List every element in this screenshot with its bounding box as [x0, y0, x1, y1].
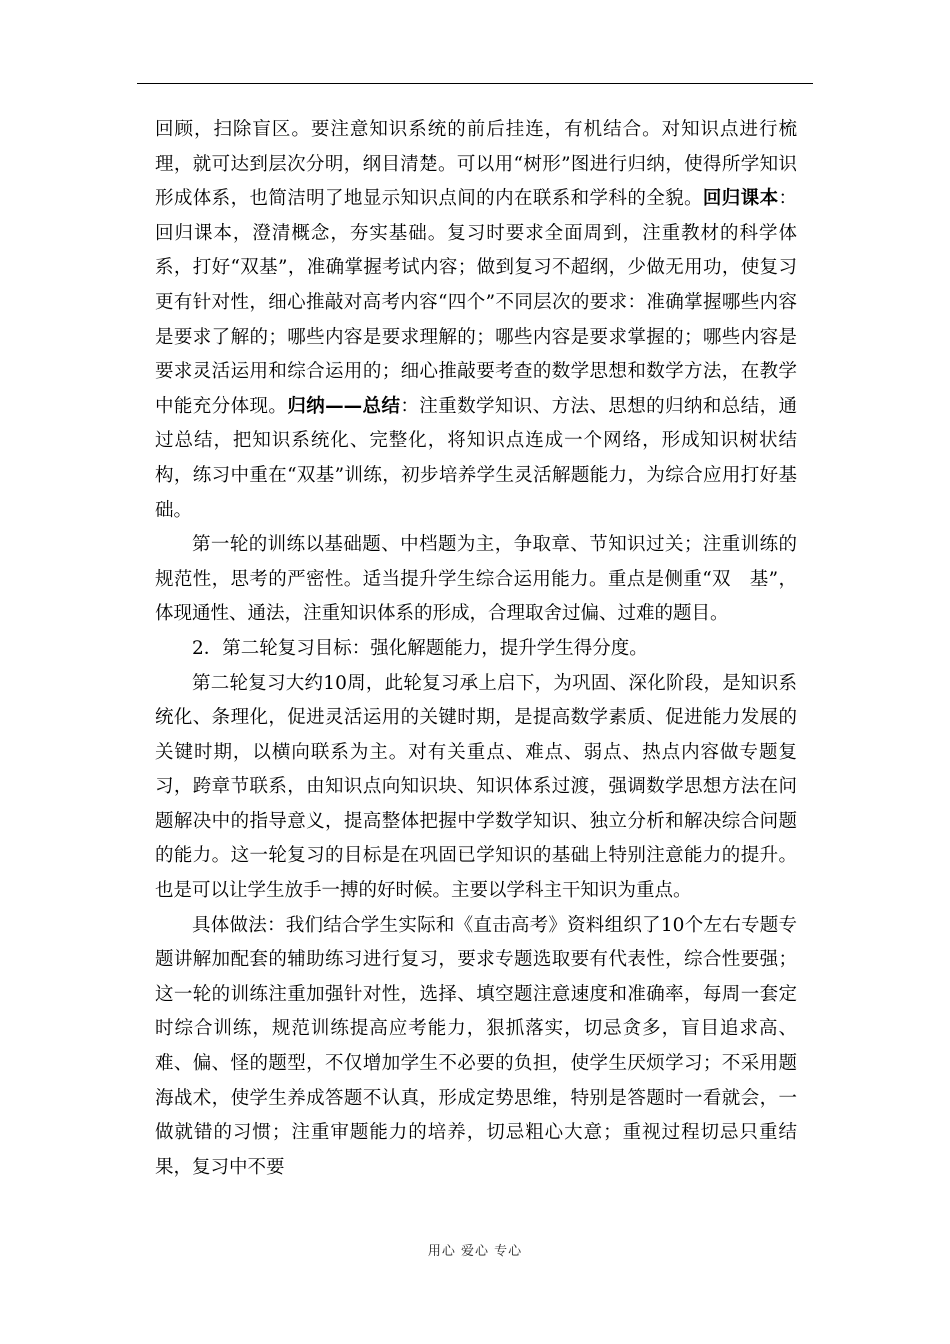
- body-text: ：注重数学知识、方法、思想的归纳和总结，通过总结，把知识系统化、完整化，将知识点连成一个网络，形成知识树状结构，练习中重在“双基”训练，初步培养学生灵活解题能力，为综合应用打好基础。: [155, 395, 797, 521]
- body-text: 2．第二轮复习目标：强化解题能力，提升学生得分度。: [192, 637, 648, 659]
- body-text: 具体做法：我们结合学生实际和《直击高考》资料组织了10个左右专题专题讲解加配套的辅助练习进行复习，要求专题选取要有代表性，综合性要强；这一轮的训练注重加强针对性，选择、填空题注意速度和准确率，每周一套定时综合训练，规范训练提高应考能力，狠抓落实，切忌贪多，盲目追求高、难、偏、怪的题型，不仅增加学生不必要的负担，使学生厌烦学习；不采用题海战术，使学生养成答题不认真，形成定势思维，特别是答题时一看就会，一做就错的习惯；注重审题能力的培养，切忌粗心大意；重视过程切忌只重结果，复习中不要: [155, 914, 797, 1178]
- body-text: 第一轮的训练以基础题、中档题为主，争取章、节知识过关；注重训练的规范性，思考的严密性。适当提升学生综合运用能力。重点是侧重“双 基”，体现通性、通法，注重知识体系的形成，合理取舍过偏、过难的题目。: [155, 534, 797, 625]
- document-body: [155, 113, 797, 1185]
- paragraph-p5: [155, 909, 797, 1186]
- bold-heading-text: 回归课本: [702, 188, 779, 210]
- paragraph-p1: [155, 113, 797, 528]
- bold-heading-text: 归纳——总结: [287, 395, 401, 417]
- paragraph-p4: [155, 667, 797, 909]
- body-text: 第二轮复习大约10周，此轮复习承上启下，为巩固、深化阶段，是知识系统化、条理化，促进灵活运用的关键时期，是提高数学素质、促进能力发展的关键时期，以横向联系为主。对有关重点、难点、弱点、热点内容做专题复习，跨章节联系，由知识点向知识块、知识体系过渡，强调数学思想方法在问题解决中的指导意义，提高整体把握中学数学知识、独立分析和解决综合问题的能力。这一轮复习的目标是在巩固已学知识的基础上特别注意能力的提升。也是可以让学生放手一搏的好时候。主要以学科主干知识为重点。: [155, 672, 797, 902]
- page-footer: 用心 爱心 专心: [427, 1244, 523, 1259]
- body-text: 回顾，扫除盲区。要注意知识系统的前后挂连，有机结合。对知识点进行梳理，就可达到层次分明，纲目清楚。可以用“树形”图进行归纳，使得所学知识形成体系，也简洁明了地显示知识点间的内在联系和学科的全貌。: [155, 119, 797, 210]
- paragraph-p2: [155, 528, 797, 632]
- paragraph-p3: [155, 632, 797, 667]
- header-rule: [137, 83, 813, 84]
- body-text: ：回归课本，澄清概念，夯实基础。复习时要求全面周到，注重教材的科学体系，打好“双基”，准确掌握考试内容；做到复习不超纲，少做无用功，使复习更有针对性，细心推敲对高考内容“四个”不同层次的要求：准确掌握哪些内容是要求了解的；哪些内容是要求理解的；哪些内容是要求掌握的；哪些内容是要求灵活运用和综合运用的；细心推敲要考查的数学思想和数学方法，在教学中能充分体现。: [155, 188, 797, 417]
